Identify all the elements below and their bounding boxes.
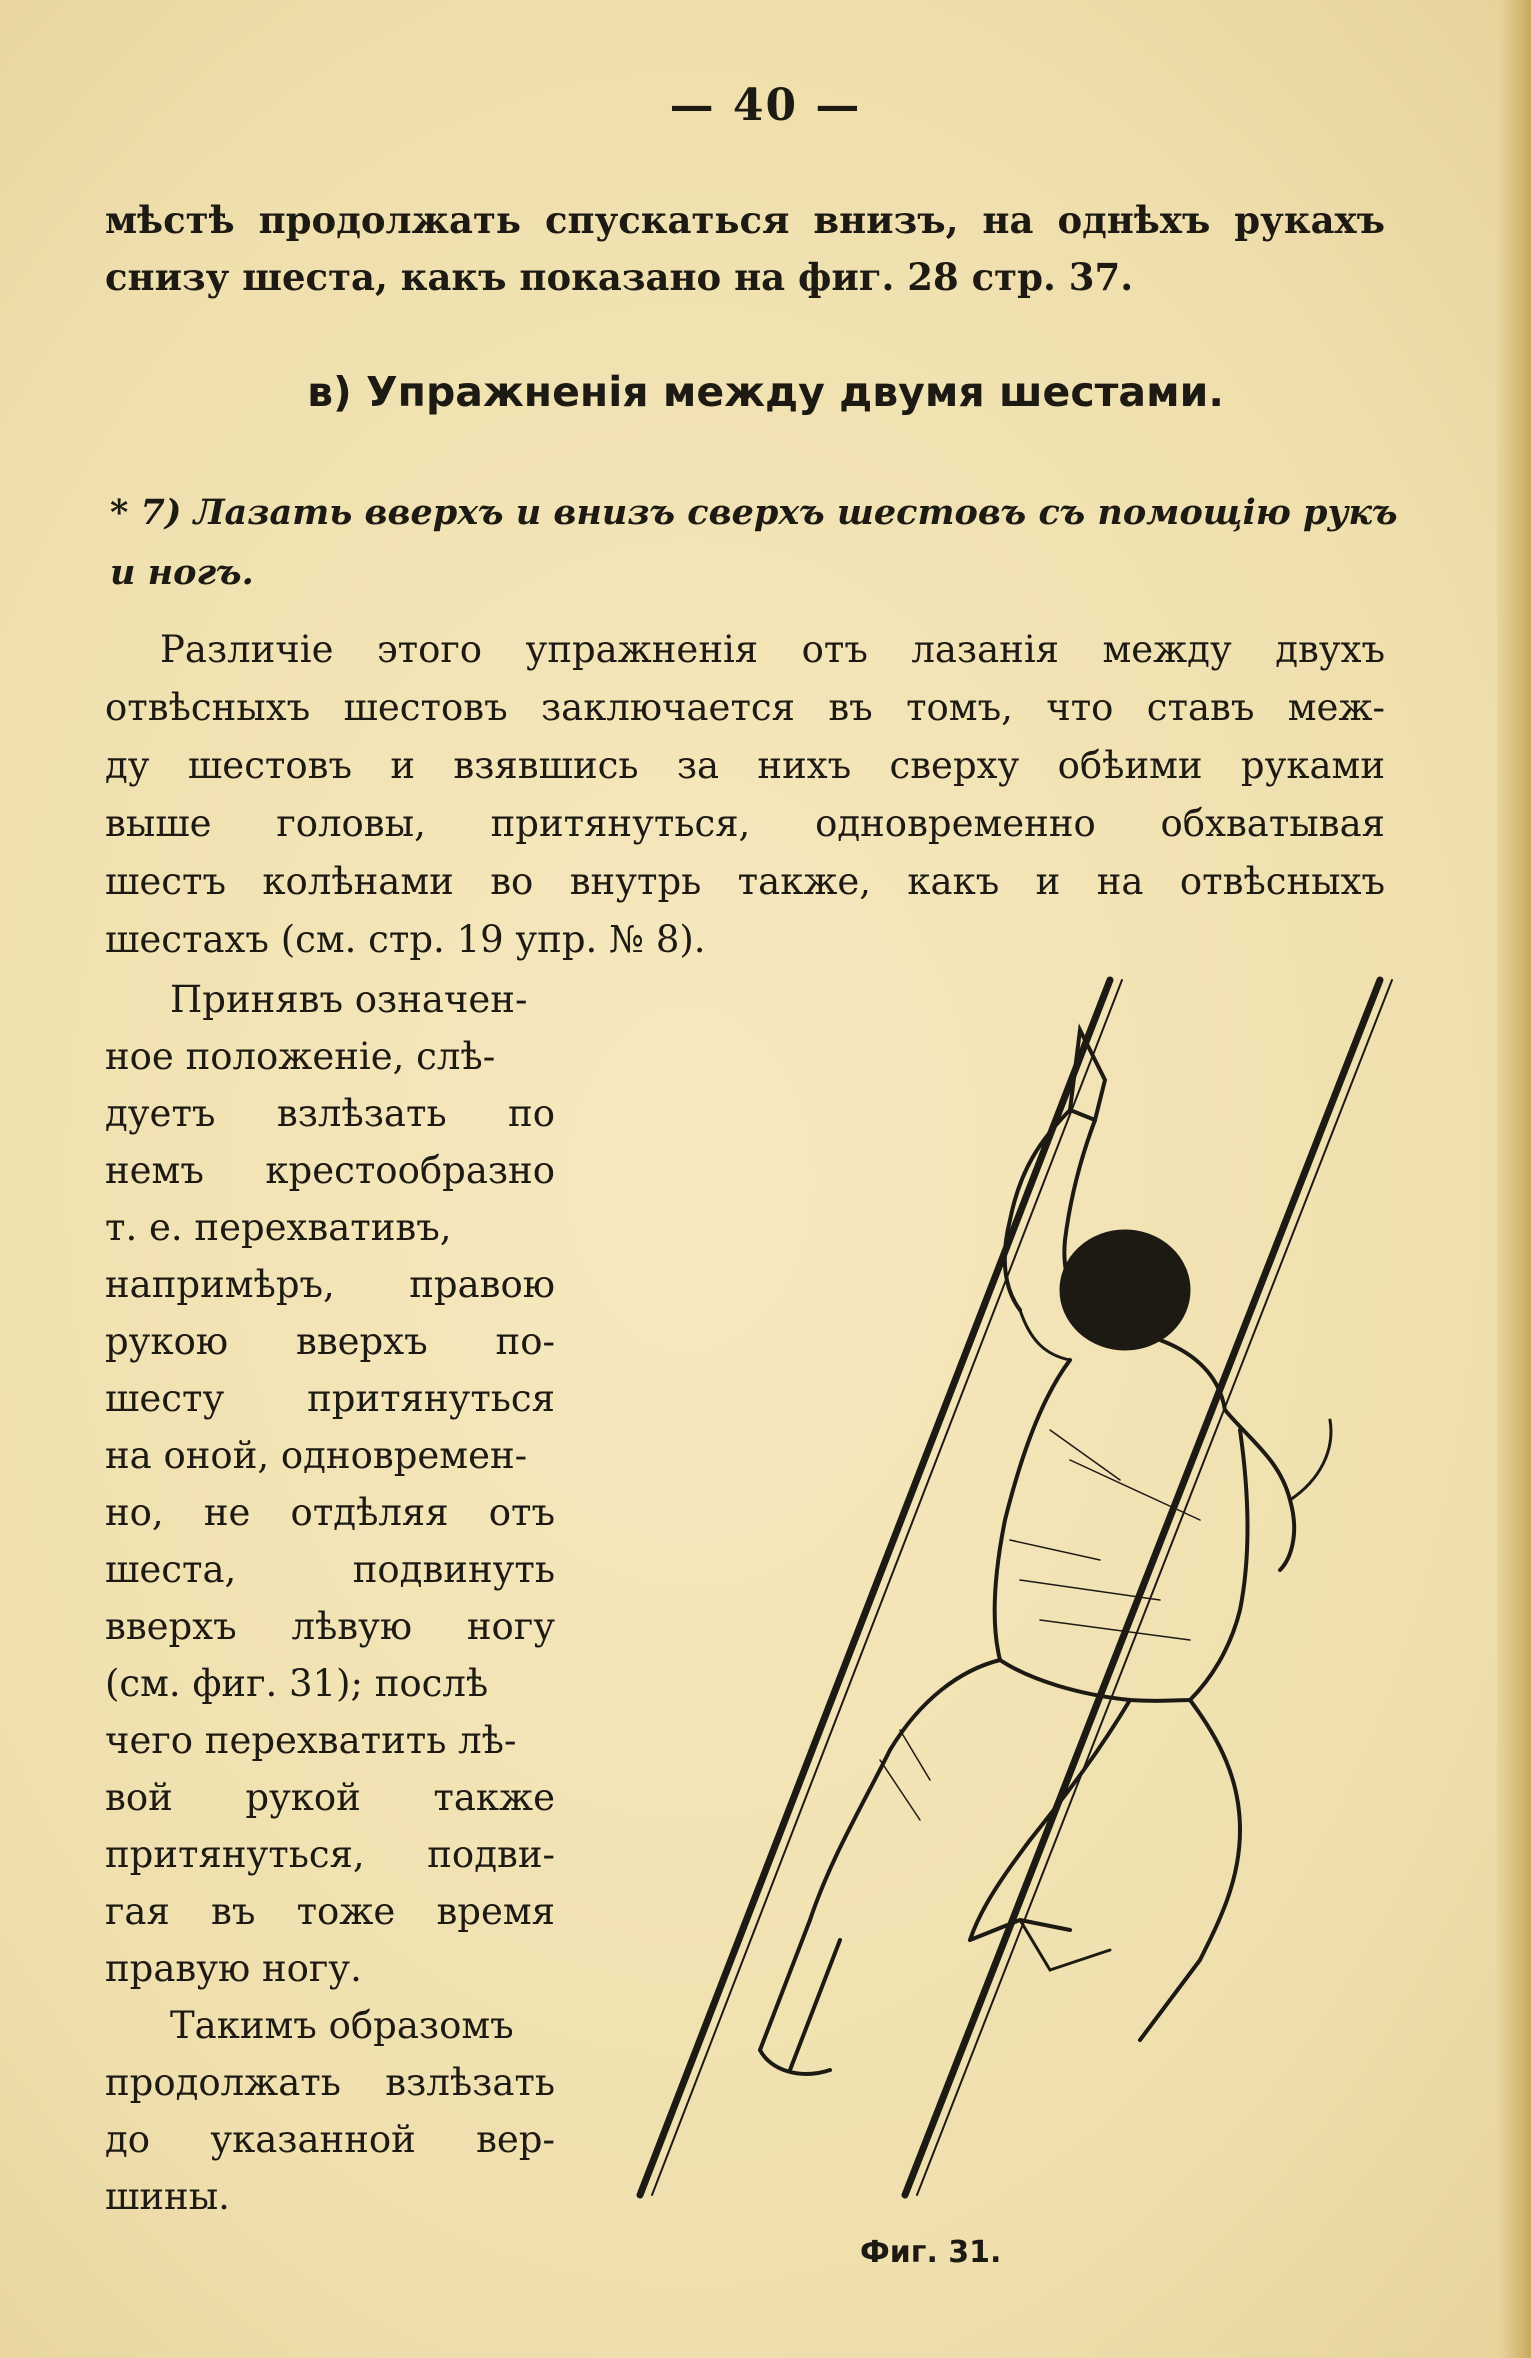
column-line: шесту притянуться (105, 1377, 555, 1420)
column-line: но, не отдѣляя отъ (105, 1491, 555, 1534)
paragraph-line: Различіе этого упражненія отъ лазанія между двухъ (160, 628, 1385, 671)
column-line: вверхъ лѣвую ногу (105, 1605, 555, 1648)
column-line: дуетъ взлѣзать по (105, 1092, 555, 1135)
column-line: шины. (105, 2175, 230, 2218)
page-number: — 40 — (669, 80, 862, 131)
column-line: шеста, подвинуть (105, 1548, 555, 1591)
column-line: правую ногу. (105, 1947, 362, 1990)
section-heading: в) Упражненія между двумя шестами. (307, 368, 1224, 416)
column-line: продолжать взлѣзать (105, 2061, 555, 2104)
column-line: гая въ тоже время (105, 1890, 555, 1933)
paragraph-line: мѣстѣ продолжать спускаться внизъ, на однѣхъ рукахъ (105, 198, 1385, 242)
column-line: чего перехватить лѣ- (105, 1719, 517, 1762)
column-line: напримѣръ, правою (105, 1263, 555, 1306)
figure-caption: Фиг. 31. (860, 2235, 1002, 2270)
head (1060, 1230, 1190, 1350)
paragraph-line: шестахъ (см. стр. 19 упр. № 8). (105, 918, 706, 961)
exercise-title: и ногъ. (110, 552, 254, 593)
paragraph-line: выше головы, притянуться, одновременно обхватывая (105, 802, 1385, 845)
column-line: до указанной вер- (105, 2118, 555, 2161)
exercise-title: * 7) Лазать вверхъ и внизъ сверхъ шестовъ съ помощію рукъ (110, 492, 1398, 533)
column-line: на оной, одновремен- (105, 1434, 528, 1477)
column-line: Такимъ образомъ (170, 2004, 514, 2047)
column-line: ное положеніе, слѣ- (105, 1035, 496, 1078)
right-pole (905, 980, 1380, 2195)
column-line: вой рукой также (105, 1776, 555, 1819)
column-line: Принявъ означен- (170, 978, 528, 1021)
column-line: т. е. перехвативъ, (105, 1206, 452, 1249)
paragraph-line: шестъ колѣнами во внутрь также, какъ и на отвѣсныхъ (105, 860, 1385, 903)
left-pole (640, 980, 1110, 2195)
climber-illustration (600, 960, 1400, 2210)
paragraph-line: отвѣсныхъ шестовъ заключается въ томъ, что ставъ меж- (105, 686, 1385, 729)
paragraph-line: снизу шеста, какъ показано на фиг. 28 стр. 37. (105, 255, 1134, 299)
column-line: (см. фиг. 31); послѣ (105, 1662, 489, 1705)
page-edge (1497, 0, 1531, 2358)
column-line: притянуться, подви- (105, 1833, 555, 1876)
column-line: немъ крестообразно (105, 1149, 555, 1192)
paragraph-line: ду шестовъ и взявшись за нихъ сверху обѣими руками (105, 744, 1385, 787)
column-line: рукою вверхъ по- (105, 1320, 555, 1363)
